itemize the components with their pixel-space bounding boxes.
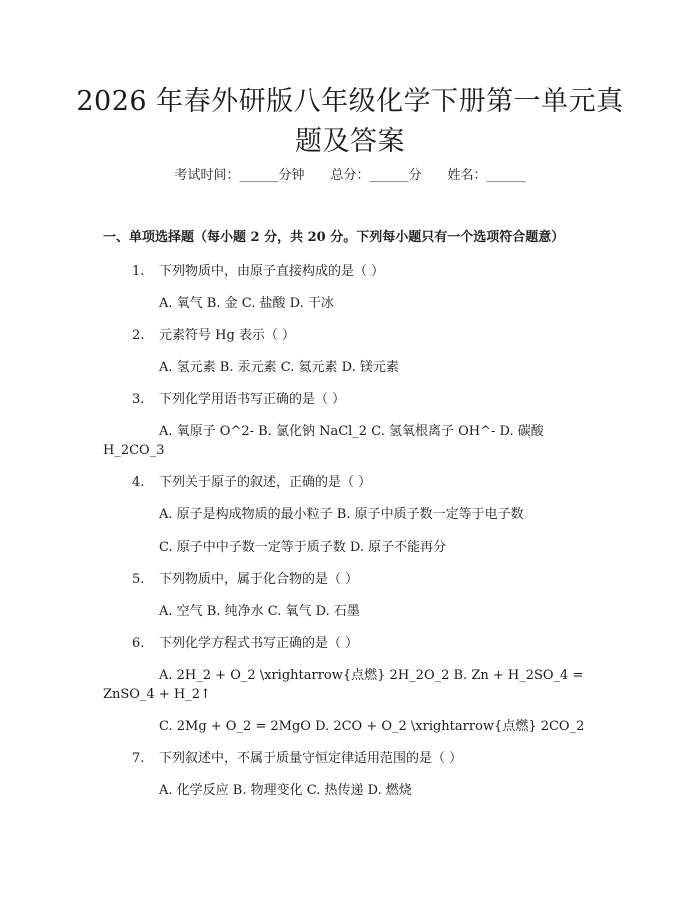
question-number: 4. (132, 475, 145, 490)
question-options: A. 化学反应 B. 物理变化 C. 热传递 D. 燃烧 (159, 783, 412, 798)
question-number: 6. (132, 636, 145, 651)
question-options: A. 氢元素 B. 汞元素 C. 氦元素 D. 镁元素 (159, 360, 399, 375)
question-options: C. 2Mg + O_2 = 2MgO D. 2CO + O_2 \xrightarrow{点燃} 2CO_2 (159, 719, 585, 734)
question-number: 3. (132, 392, 145, 407)
question-text: 下列物质中，属于化合物的是（ ） (159, 572, 359, 587)
question-options: A. 空气 B. 纯净水 C. 氧气 D. 石墨 (159, 604, 360, 619)
question-options: A. 氧原子 O^2- B. 氯化钠 NaCl_2 C. 氢氧根离子 OH^- D. 碳酸 (159, 424, 544, 439)
question-text: 下列化学方程式书写正确的是（ ） (159, 636, 359, 651)
exam-title (60, 82, 640, 162)
question-number: 2. (132, 328, 145, 343)
title-line-1: 2026 年春外研版八年级化学下册第一单元真 (76, 86, 624, 117)
question-text: 下列关于原子的叙述，正确的是（ ） (159, 475, 372, 490)
question-options-continued: ZnSO_4 + H_2↑ (103, 687, 211, 702)
question-options: A. 2H_2 + O_2 \xrightarrow{点燃} 2H_2O_2 B. Zn + H_2SO_4 = (159, 668, 584, 683)
title-line-2: 题及答案 (295, 126, 405, 157)
question-options: A. 氧气 B. 金 C. 盐酸 D. 干冰 (159, 296, 334, 311)
exam-meta (0, 166, 700, 186)
question-number: 7. (132, 751, 145, 766)
question-options-continued: H_2CO_3 (103, 443, 165, 458)
student-name-field: 姓名：______ (447, 168, 526, 183)
question-number: 5. (132, 572, 145, 587)
total-score-field: 总分：______分 (330, 168, 422, 183)
question-text: 元素符号 Hg 表示（ ） (159, 328, 296, 343)
section-heading: 一、单项选择题（每小题 2 分，共 20 分。下列每小题只有一个选项符合题意） (103, 230, 565, 245)
question-text: 下列叙述中，不属于质量守恒定律适用范围的是（ ） (159, 751, 463, 766)
question-options: A. 原子是构成物质的最小粒子 B. 原子中质子数一定等于电子数 (159, 507, 524, 522)
exam-time-field: 考试时间：______分钟 (174, 168, 305, 183)
question-options: C. 原子中中子数一定等于质子数 D. 原子不能再分 (159, 540, 447, 555)
question-number: 1. (132, 264, 145, 279)
question-text: 下列物质中，由原子直接构成的是（ ） (159, 264, 385, 279)
question-text: 下列化学用语书写正确的是（ ） (159, 392, 346, 407)
